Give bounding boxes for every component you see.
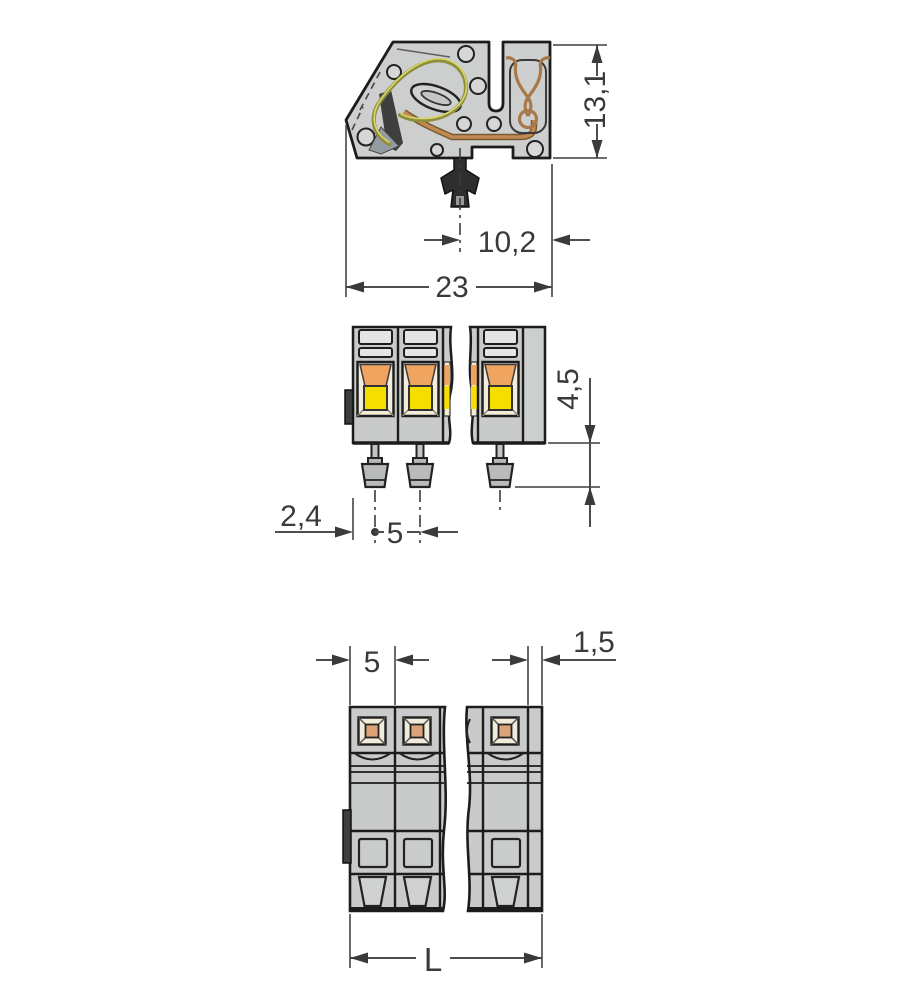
dim-label-10-2: 10,2 [477, 226, 537, 259]
dim-label-5-front: 5 [386, 517, 404, 550]
connector-plan-body [343, 707, 542, 911]
wire-hole-2 [404, 718, 431, 745]
dim-label-2-4: 2,4 [280, 500, 322, 533]
connector-front-body [345, 327, 545, 543]
solder-pin-last [487, 444, 513, 487]
dim-label-4-5: 4,5 [551, 368, 585, 410]
side-view [346, 42, 612, 304]
connector-side-body [346, 42, 550, 252]
solder-pin-2 [407, 444, 433, 487]
dim-label-L: L [423, 941, 443, 978]
dimension-13-1 [553, 45, 612, 158]
front-cell-1 [358, 330, 394, 416]
wire-hole-last [492, 718, 519, 745]
front-side-tab [345, 390, 353, 424]
front-break-slivers [444, 362, 477, 416]
front-cell-2 [403, 330, 439, 416]
dimension-5-pitch [371, 517, 458, 550]
plan-view [316, 626, 616, 978]
solder-pin-1 [362, 444, 388, 487]
dim-label-5-plan: 5 [363, 646, 381, 679]
dim-label-1-5: 1,5 [573, 626, 615, 659]
plan-side-tab [343, 810, 351, 863]
front-cell-last [483, 330, 519, 416]
wire-hole-1 [359, 718, 386, 745]
dimension-2-4 [275, 498, 353, 540]
front-end-wall [523, 329, 543, 441]
dim-label-13-1: 13,1 [578, 70, 612, 130]
dimension-1-5 [492, 626, 616, 705]
dim-label-23: 23 [435, 271, 469, 304]
dimension-L [350, 914, 542, 978]
front-view [275, 327, 600, 550]
dimension-5-plan [316, 646, 429, 705]
